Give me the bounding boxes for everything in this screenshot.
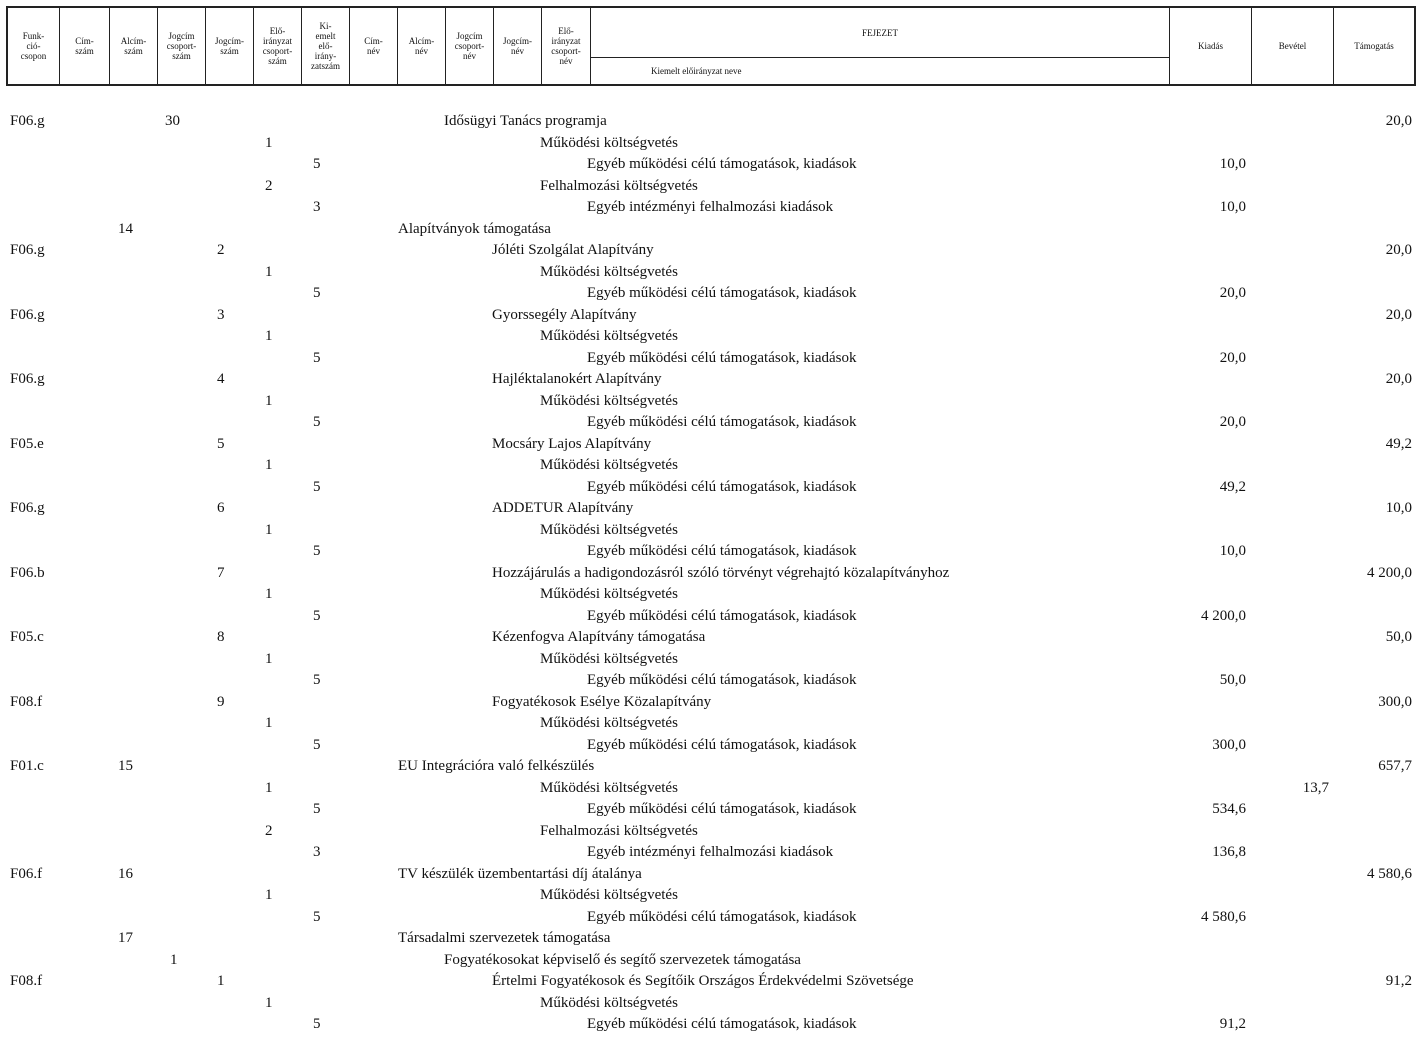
kiadas-cell: 4 580,6 <box>1201 908 1246 925</box>
item-name-cell: Működési költségvetés <box>540 994 678 1011</box>
item-name-cell: Idősügyi Tanács programja <box>444 113 607 129</box>
col-header-bevetel: Bevétel <box>1252 8 1334 84</box>
col-header-alcim-nev: Alcím- név <box>398 8 446 84</box>
funkcio-cell: F06.b <box>10 564 45 581</box>
col-header-tamogatas: Támogatás <box>1354 41 1394 51</box>
table-row <box>0 670 1422 691</box>
col-header-eloiranyzat-csoport-szam: Elő- irányzat csoport- szám <box>254 8 302 84</box>
table-row <box>0 283 1422 304</box>
item-name-cell: Társadalmi szervezetek támogatása <box>398 930 611 946</box>
item-name-cell: Egyéb működési célú támogatások, kiadások <box>587 543 857 559</box>
table-row <box>0 950 1422 971</box>
table-row <box>0 326 1422 347</box>
kiemelt-eloiranyzat-szam-cell: 5 <box>313 801 321 817</box>
table-row <box>0 864 1422 885</box>
table-row <box>0 434 1422 455</box>
kiemelt-eloiranyzat-szam-cell: 5 <box>313 672 321 688</box>
jogcim-csoport-szam-cell: 30 <box>165 113 180 129</box>
funkcio-cell: F05.c <box>10 629 44 645</box>
item-name-cell: Egyéb működési célú támogatások, kiadások <box>587 736 857 753</box>
funkcio-cell: F06.g <box>10 371 45 387</box>
col-header-jogcim-szam: Jogcím- szám <box>206 8 254 84</box>
item-name-cell: Működési költségvetés <box>540 586 678 602</box>
table-row <box>0 348 1422 369</box>
table-row <box>0 993 1422 1014</box>
kiadas-cell: 534,6 <box>1212 801 1246 817</box>
kiemelt-eloiranyzat-szam-cell: 5 <box>313 736 321 753</box>
table-row <box>0 498 1422 519</box>
eloiranyzat-csoport-szam-cell: 1 <box>265 650 273 667</box>
item-name-cell: Hozzájárulás a hadigondozásról szóló törvényt végrehajtó közalapítványhoz <box>492 564 950 581</box>
eloiranyzat-csoport-szam-cell: 1 <box>265 779 273 796</box>
kiadas-cell: 10,0 <box>1219 156 1246 172</box>
item-name-cell: Hajléktalanokért Alapítvány <box>492 371 662 387</box>
bevetel-cell: 13,7 <box>1302 779 1329 796</box>
eloiranyzat-csoport-szam-cell: 2 <box>265 822 273 839</box>
jogcim-szam-cell: 1 <box>217 973 225 989</box>
jogcim-szam-cell: 5 <box>217 435 225 452</box>
table-row <box>0 799 1422 820</box>
kiadas-cell: 10,0 <box>1219 543 1246 559</box>
table-row <box>0 735 1422 756</box>
kiadas-cell: 300,0 <box>1212 736 1246 753</box>
col-header-alcim-szam: Alcím- szám <box>110 8 158 84</box>
table-row <box>0 907 1422 928</box>
kiemelt-eloiranyzat-szam-cell: 5 <box>313 285 321 301</box>
table-row <box>0 778 1422 799</box>
item-name-cell: Fogyatékosok Esélye Közalapítvány <box>492 693 712 710</box>
funkcio-cell: F06.g <box>10 306 45 323</box>
item-name-cell: Értelmi Fogyatékosok és Segítőik Országos Érdekvédelmi Szövetsége <box>492 973 914 989</box>
col-header-funkcio-csoport: Funk- ció- csopon <box>8 8 60 84</box>
table-row <box>0 369 1422 390</box>
table-row <box>0 455 1422 476</box>
eloiranyzat-csoport-szam-cell: 1 <box>265 457 273 473</box>
table-row <box>0 176 1422 197</box>
col-header-jogcim-nev: Jogcím- név <box>494 8 542 84</box>
item-name-cell: Egyéb intézményi felhalmozási kiadások <box>587 199 834 215</box>
funkcio-cell: F08.f <box>10 693 43 710</box>
tamogatas-cell: 4 200,0 <box>1367 564 1412 581</box>
kiemelt-eloiranyzat-szam-cell: 5 <box>313 349 321 366</box>
item-name-cell: Kézenfogva Alapítvány támogatása <box>492 629 706 645</box>
funkcio-cell: F01.c <box>10 758 44 774</box>
jogcim-szam-cell: 4 <box>217 371 225 387</box>
table-row <box>0 412 1422 433</box>
table-row <box>0 391 1422 412</box>
table-header <box>6 6 1416 86</box>
eloiranyzat-csoport-szam-cell: 1 <box>265 521 273 538</box>
kiadas-cell: 136,8 <box>1212 844 1246 860</box>
kiemelt-eloiranyzat-szam-cell: 3 <box>313 199 321 215</box>
item-name-cell: Működési költségvetés <box>540 457 678 473</box>
kiadas-cell: 20,0 <box>1219 414 1246 430</box>
kiemelt-eloiranyzat-szam-cell: 5 <box>313 156 321 172</box>
item-name-cell: Működési költségvetés <box>540 328 678 344</box>
table-row <box>0 928 1422 949</box>
kiadas-cell: 20,0 <box>1219 285 1246 301</box>
item-name-cell: Működési költségvetés <box>540 779 678 796</box>
item-name-cell: Működési költségvetés <box>540 887 678 903</box>
col-header-kiemelt-eloiranyzat-szam: Ki- emelt elő- irány- zatszám <box>302 8 350 84</box>
col-header-jogcim-csoport-szam: Jogcím csoport- szám <box>158 8 206 84</box>
tamogatas-cell: 20,0 <box>1385 306 1412 323</box>
tamogatas-cell: 4 580,6 <box>1367 865 1412 882</box>
jogcim-szam-cell: 2 <box>217 242 225 258</box>
item-name-cell: Gyorssegély Alapítvány <box>492 306 637 323</box>
funkcio-cell: F08.f <box>10 973 43 989</box>
table-row <box>0 1014 1422 1035</box>
item-name-cell: TV készülék üzembentartási díj átalánya <box>398 865 642 882</box>
col-header-cim-nev: Cím- név <box>350 8 398 84</box>
item-name-cell: Egyéb működési célú támogatások, kiadások <box>587 1016 857 1032</box>
cim-szam-cell: 14 <box>118 220 133 237</box>
table-row <box>0 842 1422 863</box>
table-row <box>0 821 1422 842</box>
table-row <box>0 477 1422 498</box>
col-header-jogcim-csoport-nev: Jogcím csoport- név <box>446 8 494 84</box>
funkcio-cell: F05.e <box>10 435 44 452</box>
table-row <box>0 133 1422 154</box>
table-row <box>0 971 1422 992</box>
kiemelt-eloiranyzat-szam-cell: 5 <box>313 607 321 624</box>
item-name-cell: Jóléti Szolgálat Alapítvány <box>492 242 654 258</box>
table-row <box>0 262 1422 283</box>
eloiranyzat-csoport-szam-cell: 2 <box>265 177 273 194</box>
item-name-cell: Egyéb működési célú támogatások, kiadások <box>587 156 857 172</box>
item-name-cell: Egyéb működési célú támogatások, kiadások <box>587 285 857 301</box>
item-name-cell: Működési költségvetés <box>540 650 678 667</box>
tamogatas-cell: 657,7 <box>1378 758 1412 774</box>
tamogatas-cell: 20,0 <box>1385 113 1412 129</box>
table-row <box>0 885 1422 906</box>
kiadas-cell: 4 200,0 <box>1201 607 1246 624</box>
funkcio-cell: F06.g <box>10 500 45 516</box>
eloiranyzat-csoport-szam-cell: 1 <box>265 994 273 1011</box>
kiadas-cell: 91,2 <box>1219 1016 1246 1032</box>
table-row <box>0 154 1422 175</box>
item-name-cell: Alapítványok támogatása <box>398 220 551 237</box>
item-name-cell: Egyéb működési célú támogatások, kiadások <box>587 478 857 495</box>
kiadas-cell: 10,0 <box>1219 199 1246 215</box>
item-name-cell: EU Integrációra való felkészülés <box>398 758 595 774</box>
tamogatas-cell: 49,2 <box>1385 435 1412 452</box>
cim-szam-cell: 15 <box>118 758 133 774</box>
table-row <box>0 692 1422 713</box>
table-row <box>0 520 1422 541</box>
eloiranyzat-csoport-szam-cell: 1 <box>265 263 273 280</box>
item-name-cell: Egyéb működési célú támogatások, kiadások <box>587 349 857 366</box>
funkcio-cell: F06.g <box>10 113 45 129</box>
table-row <box>0 649 1422 670</box>
item-name-cell: ADDETUR Alapítvány <box>492 500 634 516</box>
table-row <box>0 606 1422 627</box>
kiemelt-eloiranyzat-szam-cell: 5 <box>313 908 321 925</box>
tamogatas-cell: 300,0 <box>1378 693 1412 710</box>
table-row <box>0 584 1422 605</box>
table-row <box>0 197 1422 218</box>
col-header-cim-szam: Cím- szám <box>60 8 110 84</box>
table-row <box>0 240 1422 261</box>
jogcim-szam-cell: 3 <box>217 306 225 323</box>
eloiranyzat-csoport-szam-cell: 1 <box>265 586 273 602</box>
eloiranyzat-csoport-szam-cell: 1 <box>265 887 273 903</box>
tamogatas-cell: 20,0 <box>1385 242 1412 258</box>
col-header-kiadas: Kiadás <box>1169 8 1252 84</box>
item-name-cell: Működési költségvetés <box>540 521 678 538</box>
cim-szam-cell: 16 <box>118 865 133 882</box>
item-name-cell: Működési költségvetés <box>540 715 678 731</box>
table-row <box>0 563 1422 584</box>
kiemelt-eloiranyzat-szam-cell: 3 <box>313 844 321 860</box>
kiemelt-eloiranyzat-szam-cell: 5 <box>313 478 321 495</box>
tamogatas-cell: 91,2 <box>1385 973 1412 989</box>
eloiranyzat-csoport-szam-cell: 1 <box>265 715 273 731</box>
table-row <box>0 305 1422 326</box>
kiemelt-eloiranyzat-szam-cell: 5 <box>313 543 321 559</box>
jogcim-szam-cell: 7 <box>217 564 225 581</box>
eloiranyzat-csoport-szam-cell: 1 <box>265 134 273 151</box>
kiadas-cell: 50,0 <box>1219 672 1246 688</box>
item-name-cell: Fogyatékosokat képviselő és segítő szervezetek támogatása <box>444 951 801 968</box>
item-name-cell: Egyéb működési célú támogatások, kiadások <box>587 414 857 430</box>
table-row <box>0 713 1422 734</box>
tamogatas-cell: 50,0 <box>1385 629 1412 645</box>
kiemelt-eloiranyzat-szam-cell: 5 <box>313 1016 321 1032</box>
item-name-cell: Egyéb működési célú támogatások, kiadások <box>587 801 857 817</box>
tamogatas-cell: 10,0 <box>1385 500 1412 516</box>
item-name-cell: Felhalmozási költségvetés <box>540 822 698 839</box>
table-row <box>0 627 1422 648</box>
jogcim-szam-cell: 9 <box>217 693 225 710</box>
funkcio-cell: F06.g <box>10 242 45 258</box>
cim-szam-cell: 17 <box>118 930 133 946</box>
item-name-cell: Egyéb működési célú támogatások, kiadások <box>587 607 857 624</box>
item-name-cell: Működési költségvetés <box>540 134 678 151</box>
jogcim-szam-cell: 6 <box>217 500 225 516</box>
eloiranyzat-csoport-szam-cell: 1 <box>265 392 273 409</box>
table-row <box>0 219 1422 240</box>
table-row <box>0 541 1422 562</box>
table-row <box>0 111 1422 132</box>
item-name-cell: Működési költségvetés <box>540 263 678 280</box>
jogcim-szam-cell: 8 <box>217 629 225 645</box>
kiadas-cell: 49,2 <box>1219 478 1246 495</box>
item-name-cell: Egyéb működési célú támogatások, kiadások <box>587 908 857 925</box>
item-name-cell: Felhalmozási költségvetés <box>540 177 698 194</box>
item-name-cell: Egyéb intézményi felhalmozási kiadások <box>587 844 834 860</box>
col-header-kiemelt-nev: Kiemelt előirányzat neve <box>651 66 742 76</box>
funkcio-cell: F06.f <box>10 865 43 882</box>
col-header-fejezet: FEJEZET <box>591 8 1169 58</box>
col-header-eloiranyzat-csoport-nev: Elő- irányzat csoport- név <box>542 8 591 84</box>
tamogatas-cell: 20,0 <box>1385 371 1412 387</box>
item-name-cell: Mocsáry Lajos Alapítvány <box>492 435 652 452</box>
item-name-cell: Egyéb működési célú támogatások, kiadások <box>587 672 857 688</box>
table-row <box>0 756 1422 777</box>
kiadas-cell: 20,0 <box>1219 349 1246 366</box>
eloiranyzat-csoport-szam-cell: 1 <box>265 328 273 344</box>
alcim-szam-cell: 1 <box>170 951 178 968</box>
item-name-cell: Működési költségvetés <box>540 392 678 409</box>
kiemelt-eloiranyzat-szam-cell: 5 <box>313 414 321 430</box>
